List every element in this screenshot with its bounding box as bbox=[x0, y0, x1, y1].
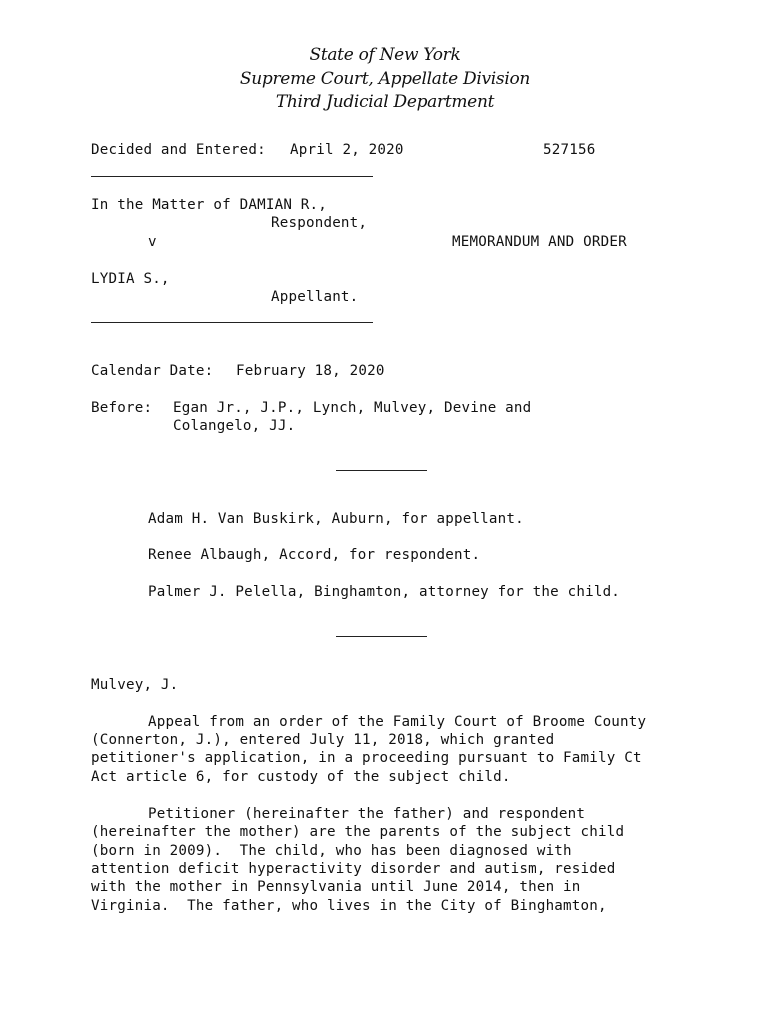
section-divider bbox=[336, 636, 427, 637]
appellant-name: LYDIA S., bbox=[91, 271, 170, 287]
counsel-respondent: Renee Albaugh, Accord, for respondent. bbox=[148, 547, 481, 563]
versus: v bbox=[148, 234, 157, 250]
section-divider bbox=[336, 470, 427, 471]
calendar-label: Calendar Date: bbox=[91, 363, 214, 379]
court-department-heading: Third Judicial Department bbox=[275, 92, 495, 112]
paragraph-line: Virginia. The father, who lives in the City of Binghamton, bbox=[91, 898, 607, 914]
court-division-heading: Supreme Court, Appellate Division bbox=[239, 69, 531, 89]
paragraph-line: Appeal from an order of the Family Court of Broome County bbox=[148, 714, 647, 730]
decided-date: April 2, 2020 bbox=[290, 142, 404, 158]
appellant-role: Appellant. bbox=[271, 289, 359, 305]
calendar-date: February 18, 2020 bbox=[236, 363, 385, 379]
paragraph-line: Petitioner (hereinafter the father) and respondent bbox=[148, 806, 586, 822]
before-label: Before: bbox=[91, 400, 153, 416]
paragraph-line: petitioner's application, in a proceeding pursuant to Family Ct bbox=[91, 750, 642, 766]
counsel-appellant: Adam H. Van Buskirk, Auburn, for appellant. bbox=[148, 511, 524, 527]
paragraph-line: (hereinafter the mother) are the parents of the subject child bbox=[91, 824, 625, 840]
before-justices-line1: Egan Jr., J.P., Lynch, Mulvey, Devine and bbox=[173, 400, 532, 416]
caption-top-rule bbox=[91, 176, 373, 177]
docket-number: 527156 bbox=[543, 142, 596, 158]
paragraph-line: (born in 2009). The child, who has been diagnosed with bbox=[91, 843, 572, 859]
order-type: MEMORANDUM AND ORDER bbox=[452, 234, 627, 250]
caption-bottom-rule bbox=[91, 322, 373, 323]
decided-label: Decided and Entered: bbox=[91, 142, 266, 158]
paragraph-line: Act article 6, for custody of the subject child. bbox=[91, 769, 511, 785]
paragraph-line: (Connerton, J.), entered July 11, 2018, which granted bbox=[91, 732, 555, 748]
counsel-child: Palmer J. Pelella, Binghamton, attorney for the child. bbox=[148, 584, 621, 600]
matter-line: In the Matter of DAMIAN R., bbox=[91, 197, 328, 213]
opinion-author: Mulvey, J. bbox=[91, 677, 179, 693]
paragraph-line: with the mother in Pennsylvania until June 2014, then in bbox=[91, 879, 581, 895]
respondent-role: Respondent, bbox=[271, 215, 368, 231]
court-state-heading: State of New York bbox=[309, 45, 461, 65]
before-justices-line2: Colangelo, JJ. bbox=[173, 418, 296, 434]
paragraph-line: attention deficit hyperactivity disorder and autism, resided bbox=[91, 861, 616, 877]
